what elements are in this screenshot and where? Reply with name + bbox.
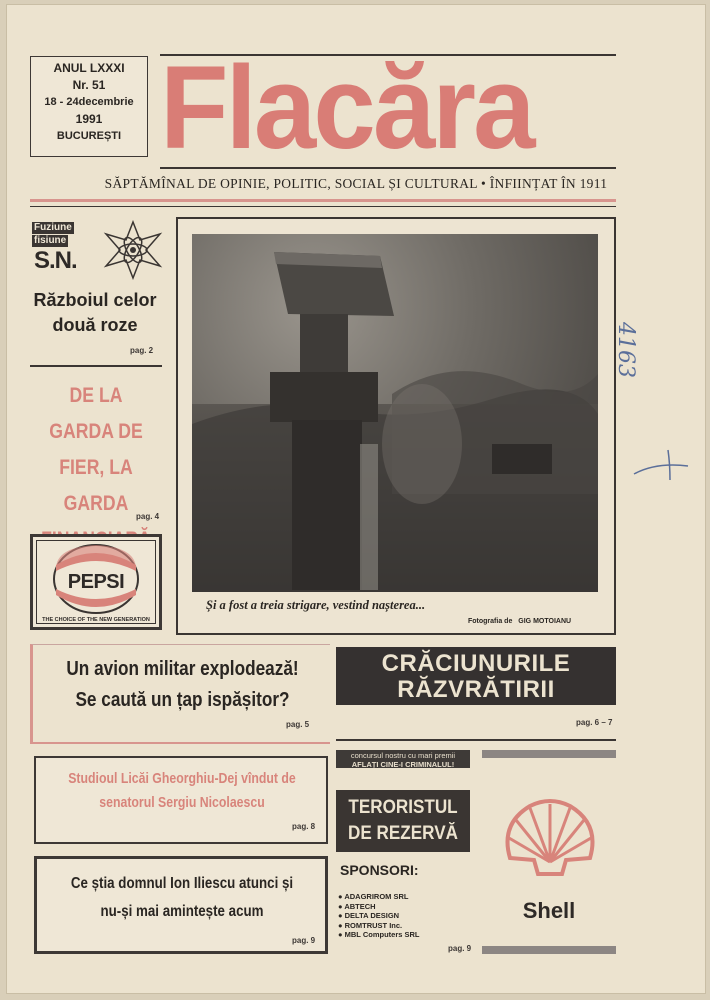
- masthead-bottom-rule: [160, 167, 616, 169]
- issue-dates: 18 - 24decembrie: [44, 96, 134, 108]
- issue-year-num: 1991: [75, 112, 103, 126]
- photo-caption: Și a fost a treia strigare, vestind nașterea...: [206, 598, 426, 612]
- sponsor-item: ● ABTECH: [338, 901, 376, 911]
- masthead-subtitle: SĂPTĂMÎNAL DE OPINIE, POLITIC, SOCIAL ȘI CULTURAL • ÎNFIINȚAT ÎN 1911: [104, 176, 608, 191]
- sponsor-item: ● MBL Computers SRL: [338, 930, 420, 939]
- sponsor-item: ● ADAGRIROM SRL: [338, 892, 409, 901]
- sponsor-item: ● ROMTRUST Inc.: [338, 920, 403, 930]
- masthead-title: Flacăra: [160, 50, 533, 166]
- war-page-ref: pag. 2: [130, 346, 154, 355]
- craciun-banner[interactable]: [336, 647, 616, 705]
- handwritten-mark: [626, 444, 696, 484]
- war-headline[interactable]: Războiul celor două roze: [33, 290, 157, 335]
- studio-headline[interactable]: Studioul Licăi Gheorghiu-Dej vîndut de senatorul Sergiu Nicolaescu: [68, 770, 296, 811]
- issue-info-box: [30, 56, 148, 157]
- photo-credit: Fotografia de GIG MOTOIANU: [468, 618, 572, 625]
- craciun-line-2: RĂZVRĂTIRII: [397, 676, 555, 703]
- terorist-line-1: TERORISTUL: [348, 797, 458, 818]
- fusion-label-mid: fisiune: [34, 235, 67, 246]
- craciun-page-ref: pag. 6 – 7: [576, 718, 613, 727]
- pepsi-logo-text: PEPSI: [67, 571, 125, 593]
- issue-number: Nr. 51: [72, 78, 106, 92]
- front-photo[interactable]: [192, 234, 598, 592]
- garda-page-ref: pag. 4: [136, 512, 160, 521]
- subtitle-red-rule: [30, 199, 616, 202]
- fusion-logo: [32, 222, 96, 274]
- sponsors-label: SPONSORI:: [340, 862, 419, 878]
- iliescu-headline[interactable]: Ce știa domnul Ion Iliescu atunci și nu-și mai amintește acum: [70, 875, 294, 920]
- right-divider: [336, 739, 616, 741]
- pepsi-ad[interactable]: [30, 534, 162, 630]
- terorist-banner[interactable]: [336, 790, 470, 852]
- sponsors-list: [338, 892, 420, 940]
- contest-intro: concursul nostru cu mari premii AFLAȚI CINE-I CRIMINALUL!: [336, 750, 470, 768]
- subtitle-rule: [30, 206, 616, 207]
- contest-page-ref: pag. 9: [448, 944, 472, 953]
- avion-headline[interactable]: Un avion militar explodează! Se caută un țap ispășitor?: [66, 658, 299, 711]
- shell-ad[interactable]: [482, 750, 616, 954]
- craciun-line-1: CRĂCIUNURILE: [381, 650, 571, 677]
- issue-city: BUCUREȘTI: [56, 130, 122, 142]
- left-divider-1: [30, 365, 162, 367]
- newspaper-page: [6, 4, 706, 994]
- fusion-label-top: Fuziune: [34, 222, 72, 233]
- iliescu-page-ref: pag. 9: [292, 936, 316, 945]
- pepsi-tagline: THE CHOICE OF THE NEW GENERATION: [42, 617, 150, 623]
- garda-headline[interactable]: DE LA GARDA DE FIER, LA GARDA: [49, 384, 143, 515]
- shell-logo-text: Shell: [522, 898, 576, 923]
- avion-page-ref: pag. 5: [286, 720, 310, 729]
- atom-star-icon: [98, 220, 168, 280]
- shell-logo-icon: [500, 796, 600, 876]
- cross-monument-image: [192, 234, 598, 592]
- studio-page-ref: pag. 8: [292, 822, 316, 831]
- sponsor-item: ● DELTA DESIGN: [338, 911, 400, 920]
- terorist-line-2: DE REZERVĂ: [348, 823, 458, 844]
- issue-year: ANUL LXXXI: [53, 61, 125, 75]
- handwritten-number: 4163: [613, 322, 638, 378]
- fusion-logo-text: S.N.: [34, 247, 77, 274]
